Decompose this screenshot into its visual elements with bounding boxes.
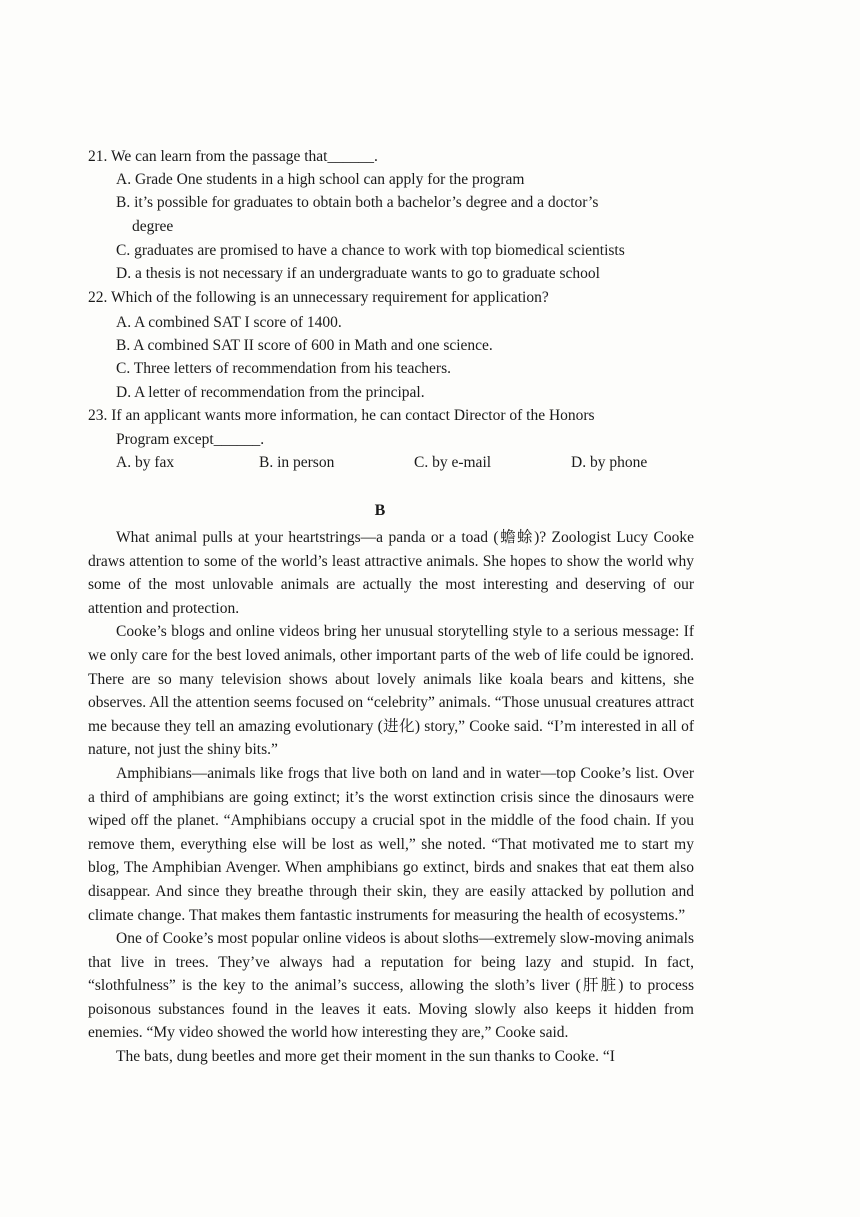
- passage-paragraph: One of Cooke’s most popular online videos is about sloths—extremely slow-moving animals that live in trees. They’ve always had a reputation for being lazy and stupid. In fact, “slothfulness” is the key to the animal’s success, allowing the sloth’s liver (肝脏) to process poisonous substances found in the leaves it eats. Moving slowly also keeps it hidden from enemies. “My video showed the world how interesting they are,” Cooke said.: [88, 930, 694, 1042]
- question-23-option-b: B. in person: [259, 454, 335, 471]
- question-22-stem: 22. Which of the following is an unnecessary requirement for application?: [88, 289, 549, 306]
- question-23-stem: 23. If an applicant wants more information, he can contact Director of the Honors: [88, 407, 595, 424]
- passage-paragraph: What animal pulls at your heartstrings—a panda or a toad (蟾蜍)? Zoologist Lucy Cooke draws attention to some of the world’s least attractive animals. She hopes to show the world why some of the most unlovable animals are actually the most interesting and deserving of our attention and protection.: [88, 529, 694, 617]
- question-21-option-c: C. graduates are promised to have a chance to work with top biomedical scientists: [116, 242, 625, 259]
- passage-b: [88, 526, 694, 1069]
- passage-paragraph: Amphibians—animals like frogs that live both on land and in water—top Cooke’s list. Over a third of amphibians are going extinct; it’s the worst extinction crisis since the dinosaurs were wiped off the planet. “Amphibians occupy a crucial spot in the middle of the food chain. If you remove them, everything else will be lost as well,” she noted. “That motivated me to start my blog, The Amphibian Avenger. When amphibians go extinct, birds and snakes that eat them also disappear. And since they breathe through their skin, they are easily attacked by pollution and climate change. That makes them fantastic instruments for measuring the health of ecosystems.”: [88, 764, 694, 924]
- question-21-option-d: D. a thesis is not necessary if an undergraduate wants to go to graduate school: [116, 265, 600, 282]
- question-21-option-b: B. it’s possible for graduates to obtain both a bachelor’s degree and a doctor’s: [116, 194, 599, 211]
- question-23-option-a: A. by fax: [116, 454, 175, 471]
- passage-paragraph: Cooke’s blogs and online videos bring her unusual storytelling style to a serious message: If we only care for the best loved animals, other important parts of the web of life could be ignored. There are so many television shows about lovely animals like koala bears and kittens, she observes. All the attention seems focused on “celebrity” animals. “Those unusual creatures attract me because they tell an amazing evolutionary (进化) story,” Cooke said. “I’m interested in all of nature, not just the shiny bits.”: [88, 623, 695, 759]
- question-22-option-a: A. A combined SAT I score of 1400.: [116, 314, 342, 331]
- question-21-stem: 21. We can learn from the passage that______.: [88, 148, 378, 165]
- question-23-option-c: C. by e-mail: [414, 454, 492, 471]
- passage-paragraph: The bats, dung beetles and more get their moment in the sun thanks to Cooke. “I: [116, 1048, 615, 1066]
- question-22-option-c: C. Three letters of recommendation from his teachers.: [116, 360, 451, 377]
- question-21-option-b-continued: degree: [132, 218, 174, 235]
- question-22-option-d: D. A letter of recommendation from the principal.: [116, 384, 425, 401]
- question-23-option-d: D. by phone: [571, 454, 648, 471]
- question-22-option-b: B. A combined SAT II score of 600 in Math and one science.: [116, 337, 493, 354]
- section-b-title: B: [374, 502, 386, 519]
- question-21-option-a: A. Grade One students in a high school can apply for the program: [116, 171, 525, 188]
- question-23-stem-continued: Program except______.: [116, 431, 265, 448]
